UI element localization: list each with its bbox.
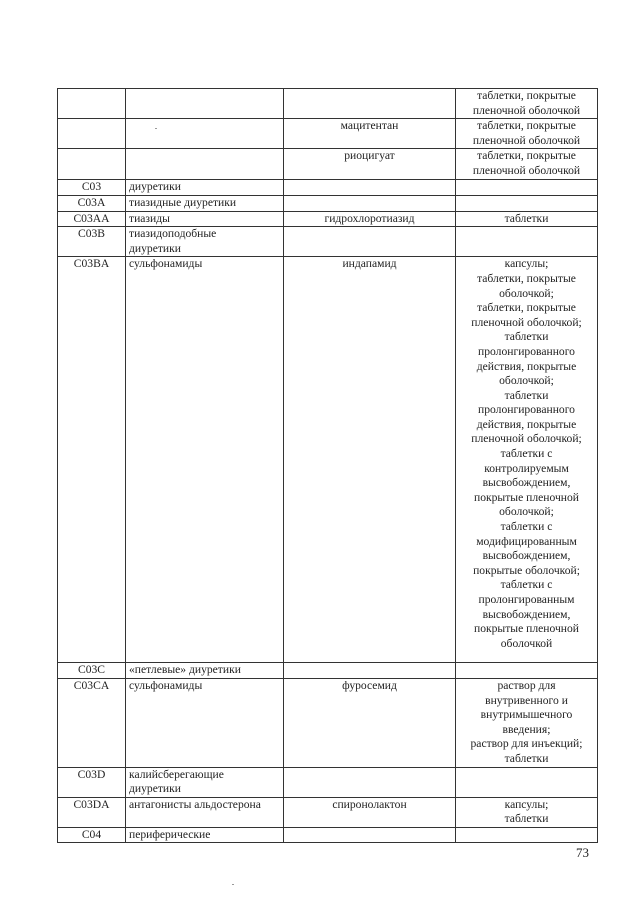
atc-code-cell <box>58 89 126 119</box>
dosage-form-cell: капсулы; таблетки, покрытые оболочкой; таблетки, покрытые пленочной оболочкой; таблетки пролонгированного действия, покрытые оболочкой; таблетки пролонгированного действия, покрытые пленочной оболочкой; таблетки с контролируемым высвобождением, покрытые пленочной оболочкой; таблетки с модифицированным высвобождением, покрытые оболочкой; таблетки с пролонгированным высвобождением, покрытые пленочной оболочкой <box>456 257 598 663</box>
table-row <box>58 663 598 679</box>
atc-code-cell: C03D <box>58 767 126 797</box>
drug-name-cell <box>284 827 456 843</box>
dosage-form-cell <box>456 180 598 196</box>
drug-name-cell: мацитентан <box>284 119 456 149</box>
atc-code-cell: C03B <box>58 227 126 257</box>
scan-speck <box>232 884 234 885</box>
table-row <box>58 767 598 797</box>
pharmacological-group-cell: диуретики <box>126 180 284 196</box>
dosage-form-cell <box>456 227 598 257</box>
dosage-form-cell <box>456 827 598 843</box>
pharmacological-group-cell <box>126 89 284 119</box>
drug-name-cell <box>284 195 456 211</box>
atc-code-cell: C03DA <box>58 797 126 827</box>
scan-speck <box>155 128 157 129</box>
pharmacological-group-cell: калийсберегающие диуретики <box>126 767 284 797</box>
table-row <box>58 211 598 227</box>
table-row <box>58 227 598 257</box>
dosage-form-cell: таблетки <box>456 211 598 227</box>
pharmacological-group-cell: сульфонамиды <box>126 257 284 663</box>
drug-name-cell <box>284 227 456 257</box>
drug-name-cell <box>284 767 456 797</box>
atc-code-cell: C04 <box>58 827 126 843</box>
drug-name-cell <box>284 89 456 119</box>
atc-code-cell: C03CA <box>58 678 126 767</box>
atc-code-cell: C03C <box>58 663 126 679</box>
table-row <box>58 257 598 663</box>
atc-code-cell: C03A <box>58 195 126 211</box>
dosage-form-cell: таблетки, покрытые пленочной оболочкой <box>456 149 598 180</box>
drug-name-cell: спиронолактон <box>284 797 456 827</box>
pharmacological-group-cell: тиазидные диуретики <box>126 195 284 211</box>
table-row <box>58 119 598 149</box>
atc-code-cell <box>58 149 126 180</box>
table-row <box>58 797 598 827</box>
pharmacological-group-cell: антагонисты альдостерона <box>126 797 284 827</box>
pharmacological-group-cell: тиазиды <box>126 211 284 227</box>
dosage-form-cell <box>456 195 598 211</box>
dosage-form-cell: раствор для внутривенного и внутримышечного введения; раствор для инъекций; таблетки <box>456 678 598 767</box>
table-row <box>58 89 598 119</box>
table-row <box>58 180 598 196</box>
atc-code-cell: C03AA <box>58 211 126 227</box>
drug-name-cell: фуросемид <box>284 678 456 767</box>
pharmacological-group-cell <box>126 119 284 149</box>
pharmacological-group-cell: периферические <box>126 827 284 843</box>
page-number: 73 <box>576 845 589 860</box>
drug-name-cell: риоцигуат <box>284 149 456 180</box>
table-body <box>58 89 598 843</box>
drug-name-cell: гидрохлоротиазид <box>284 211 456 227</box>
dosage-form-cell: капсулы; таблетки <box>456 797 598 827</box>
drug-classification-table <box>57 88 598 843</box>
table-row <box>58 678 598 767</box>
pharmacological-group-cell <box>126 149 284 180</box>
dosage-form-cell <box>456 663 598 679</box>
atc-code-cell <box>58 119 126 149</box>
dosage-form-cell <box>456 767 598 797</box>
atc-code-cell: C03BA <box>58 257 126 663</box>
atc-code-cell: C03 <box>58 180 126 196</box>
pharmacological-group-cell: сульфонамиды <box>126 678 284 767</box>
drug-name-cell <box>284 663 456 679</box>
drug-name-cell <box>284 180 456 196</box>
dosage-form-cell: таблетки, покрытые пленочной оболочкой <box>456 89 598 119</box>
dosage-form-cell: таблетки, покрытые пленочной оболочкой <box>456 119 598 149</box>
table-row <box>58 195 598 211</box>
pharmacological-group-cell: «петлевые» диуретики <box>126 663 284 679</box>
table-row <box>58 149 598 180</box>
pharmacological-group-cell: тиазидоподобные диуретики <box>126 227 284 257</box>
table-row <box>58 827 598 843</box>
drug-name-cell: индапамид <box>284 257 456 663</box>
